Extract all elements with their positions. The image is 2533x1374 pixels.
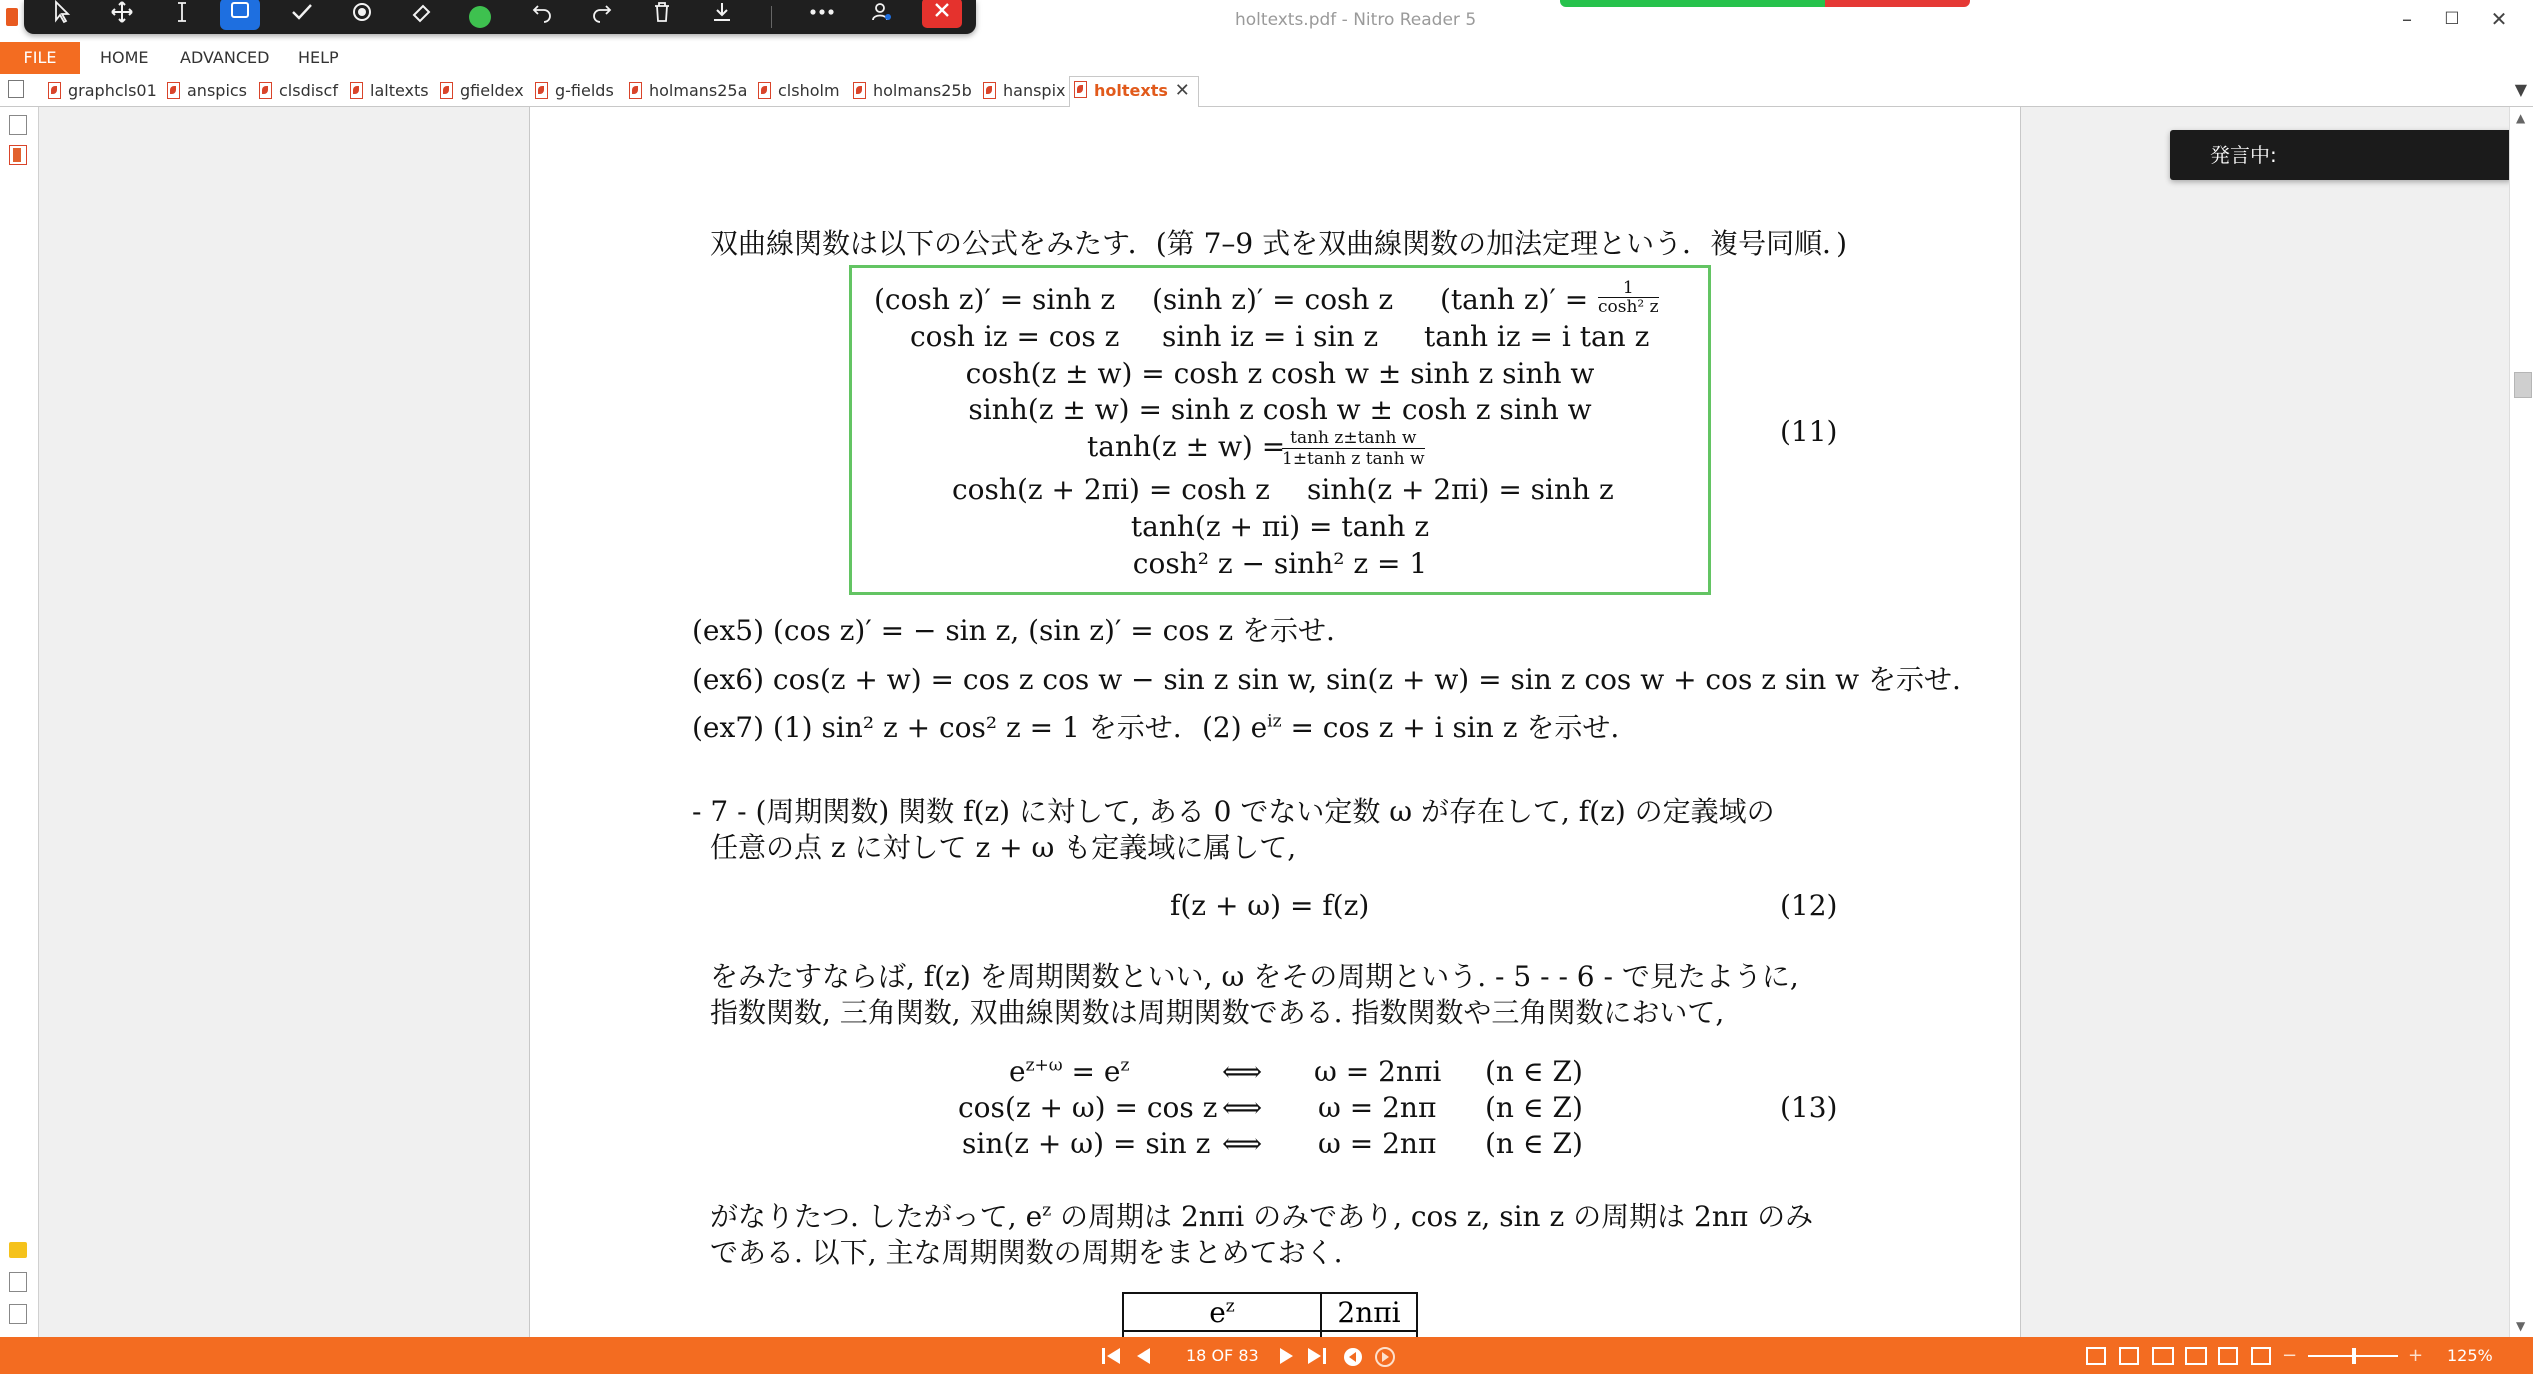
check-icon[interactable] (282, 0, 322, 34)
exercise-5: (ex5) (cos z)′ = − sin z, (sin z)′ = cos z を示せ. (692, 614, 1335, 647)
exercise-7: (ex7) (1) sin² z + cos² z = 1 を示せ. (2) $e^{iz} = \cos z + i$ sin z を示せ. (692, 711, 1620, 744)
page-indicator[interactable]: 18 OF 83 (1186, 1346, 1259, 1365)
tab-clsdiscf[interactable]: clsdiscf (255, 78, 338, 104)
eq13-row3-cond: (n ∈ Z) (1485, 1127, 1583, 1160)
table-row (1123, 1293, 1417, 1331)
tab-hanspix[interactable]: hanspix (979, 78, 1066, 104)
back-view-icon[interactable] (1342, 1346, 1364, 1371)
tab-list-dropdown-icon[interactable]: ▼ (2514, 80, 2527, 99)
formula-row-4: sinh(z ± w) = sinh z cosh w ± cosh z sinh w (968, 393, 1592, 426)
app-logo-icon (6, 8, 18, 26)
intro-text: 双曲線関数は以下の公式をみたす．(第 7–9 式を双曲線関数の加法定理という．複号同順．) (710, 227, 1848, 260)
section-7-line-1: - 7 - (周期関数) 関数 f(z) に対して, ある 0 でない定数 ω が存在して, f(z) の定義域の (692, 795, 1775, 828)
pdf-file-icon (48, 82, 61, 99)
bookmarks-panel-icon[interactable] (9, 145, 27, 165)
left-sidebar (0, 107, 39, 1337)
tab-gfieldex[interactable]: gfieldex (436, 78, 524, 104)
progress-bar-green (1560, 0, 1825, 7)
pdf-page (529, 107, 2021, 1337)
last-page-icon[interactable] (1306, 1346, 1328, 1369)
zoom-slider-handle[interactable] (2352, 1348, 2356, 1364)
section-7-line-3: をみたすならば, f(z) を周期関数といい, ω をその周期という. - 5 - - 6 - で見たように, (710, 960, 1799, 993)
exercise-6: (ex6) cos(z + w) = cos z cos w − sin z sin w, sin(z + w) = sin z cos w + cos z sin w を示せ. (692, 663, 1961, 696)
scrollbar-thumb[interactable] (2514, 372, 2532, 398)
text-cursor-icon[interactable] (162, 0, 202, 34)
menu-home[interactable]: HOME (100, 48, 149, 67)
user-settings-icon[interactable] (862, 0, 902, 34)
tab-g-fields[interactable]: g-fields (531, 78, 614, 104)
close-window-button[interactable]: ✕ (2490, 7, 2508, 31)
formula-row-8: cosh² z − sinh² z = 1 (1132, 547, 1428, 580)
formula-row-7: tanh(z + πi) = tanh z (1130, 510, 1430, 543)
eq13-row1-iff: ⟺ (1222, 1055, 1263, 1088)
annotation-toolbar (24, 0, 976, 34)
status-bar (0, 1337, 2533, 1374)
select-arrow-icon[interactable] (42, 0, 82, 34)
zoom-level[interactable]: 125% (2447, 1346, 2493, 1365)
pdf-file-icon (758, 82, 771, 99)
menu-bar (0, 42, 2533, 74)
eq13-row2-lhs: cos(z + ω) = cos z (958, 1091, 1218, 1124)
menu-help[interactable]: HELP (298, 48, 339, 67)
eq13-row2-rhs: ω = 2nπ (1318, 1091, 1437, 1124)
facing-view-icon[interactable] (2152, 1347, 2174, 1365)
next-page-icon[interactable] (1278, 1346, 1296, 1369)
pdf-file-icon (167, 82, 180, 99)
section-7-line-6: である. 以下, 主な周期関数の周期をまとめておく. (710, 1236, 1343, 1269)
eq13-row2-iff: ⟺ (1222, 1091, 1263, 1124)
close-tab-icon[interactable]: ✕ (1174, 80, 1190, 101)
pages-panel-icon[interactable] (9, 115, 27, 135)
fit-page-icon[interactable] (2251, 1347, 2271, 1365)
section-7-line-5: がなりたつ. したがって, $e^z$ の周期は 2nπi のみであり, cos z, sin z の周期は 2nπ のみ (710, 1200, 1814, 1233)
document-tabs (0, 74, 2533, 107)
tab-holmans25a[interactable]: holmans25a (625, 78, 747, 104)
color-picker-icon[interactable] (469, 6, 491, 28)
equation-number-11: (11) (1780, 415, 1838, 448)
eq13-row1-rhs: ω = 2nπi (1314, 1055, 1442, 1088)
tanh-derivative-fraction: 1 cosh² z (1598, 278, 1659, 317)
zoom-out-button[interactable]: − (2282, 1345, 2298, 1366)
speaking-status-popup: 発言中: (2170, 130, 2512, 180)
comments-panel-icon[interactable] (9, 1242, 27, 1258)
formula-box: (cosh z)′ = sinh z (sinh z)′ = cosh z (tanh z)′ = 1 cosh² z cosh iz = cos z sinh iz = i sin z tanh iz = i tan z cosh(z ± w) = cosh z cosh w ± sinh z sinh w sinh(z ± w) = sinh z cosh w ± cosh z sinh w tanh(z ± w) = tanh z±tanh w 1±tanh z tanh w cosh(z + 2πi) = cosh z sinh(z + 2πi) = sinh z tanh(z + πi) = tanh z cosh² z − sinh² z = 1 (849, 265, 1711, 595)
more-icon[interactable] (802, 0, 842, 34)
equation-12: f(z + ω) = f(z) (1170, 889, 1370, 922)
output-panel-icon[interactable] (9, 1304, 27, 1324)
tab-holmans25b[interactable]: holmans25b (849, 78, 972, 104)
forward-view-icon[interactable] (1374, 1346, 1396, 1371)
eq13-row3-iff: ⟺ (1222, 1127, 1263, 1160)
pdf-file-icon (350, 82, 363, 99)
period-table (1122, 1292, 1418, 1337)
eq13-row1-lhs: $e^{z+\omega} = e^z$ (1009, 1055, 1130, 1088)
first-page-icon[interactable] (1100, 1346, 1122, 1369)
scroll-down-arrow-icon[interactable]: ▼ (2516, 1319, 2526, 1333)
undo-icon[interactable] (522, 0, 562, 34)
menu-file[interactable]: FILE (0, 42, 80, 74)
pdf-file-icon (1074, 81, 1087, 98)
pdf-file-icon (853, 82, 866, 99)
rectangle-tool-icon[interactable] (220, 0, 260, 30)
facing-continuous-view-icon[interactable] (2185, 1347, 2207, 1365)
previous-page-icon[interactable] (1134, 1346, 1152, 1369)
equation-number-13: (13) (1780, 1091, 1838, 1124)
section-7-line-2: 任意の点 z に対して z + ω も定義域に属して, (710, 831, 1297, 864)
pdf-file-icon (983, 82, 996, 99)
eq13-row2-cond: (n ∈ Z) (1485, 1091, 1583, 1124)
vertical-scrollbar[interactable] (2509, 107, 2533, 1337)
document-viewer[interactable] (39, 107, 2509, 1337)
table-cell: $e^z$ (1123, 1293, 1321, 1331)
toolbar-separator (771, 6, 772, 28)
stamp-icon[interactable] (342, 0, 382, 34)
panel-toggle-icon[interactable] (8, 80, 24, 98)
window-title: holtexts.pdf - Nitro Reader 5 (1235, 10, 1477, 30)
tab-anspics[interactable]: anspics (163, 78, 247, 104)
section-7-line-4: 指数関数, 三角関数, 双曲線関数は周期関数である. 指数関数や三角関数において, (710, 996, 1725, 1029)
pdf-file-icon (440, 82, 453, 99)
formula-row-3: cosh(z ± w) = cosh z cosh w ± sinh z sinh w (965, 357, 1595, 390)
delete-icon[interactable] (642, 0, 682, 34)
tab-laltexts[interactable]: laltexts (346, 78, 429, 104)
maximize-button[interactable]: ☐ (2444, 9, 2460, 29)
continuous-view-icon[interactable] (2119, 1347, 2139, 1365)
pdf-file-icon (259, 82, 272, 99)
move-icon[interactable] (102, 0, 142, 34)
tab-graphcls01[interactable]: graphcls01 (44, 78, 157, 104)
eraser-icon[interactable] (402, 0, 442, 34)
redo-icon[interactable] (582, 0, 622, 34)
close-toolbar-icon[interactable] (922, 0, 962, 28)
fit-width-icon[interactable] (2218, 1347, 2238, 1365)
pdf-file-icon (629, 82, 642, 99)
tanh-sum-fraction: tanh z±tanh w 1±tanh z tanh w (1282, 428, 1425, 469)
pdf-file-icon (535, 82, 548, 99)
eq13-row3-rhs: ω = 2nπ (1318, 1127, 1437, 1160)
attachments-panel-icon[interactable] (9, 1272, 27, 1292)
zoom-in-button[interactable]: + (2408, 1345, 2424, 1366)
minimize-button[interactable]: – (2402, 7, 2412, 31)
tab-holtexts[interactable]: holtexts ✕ (1069, 76, 1199, 108)
progress-bar-red (1825, 0, 1970, 7)
equation-number-12: (12) (1780, 889, 1838, 922)
scroll-up-arrow-icon[interactable]: ▲ (2516, 111, 2526, 125)
single-page-view-icon[interactable] (2086, 1347, 2106, 1365)
download-icon[interactable] (702, 0, 742, 34)
eq13-row1-cond: (n ∈ Z) (1485, 1055, 1583, 1088)
menu-advanced[interactable]: ADVANCED (180, 48, 270, 67)
tab-clsholm[interactable]: clsholm (754, 78, 840, 104)
eq13-row3-lhs: sin(z + ω) = sin z (962, 1127, 1211, 1160)
table-cell: 2nπi (1321, 1293, 1417, 1331)
